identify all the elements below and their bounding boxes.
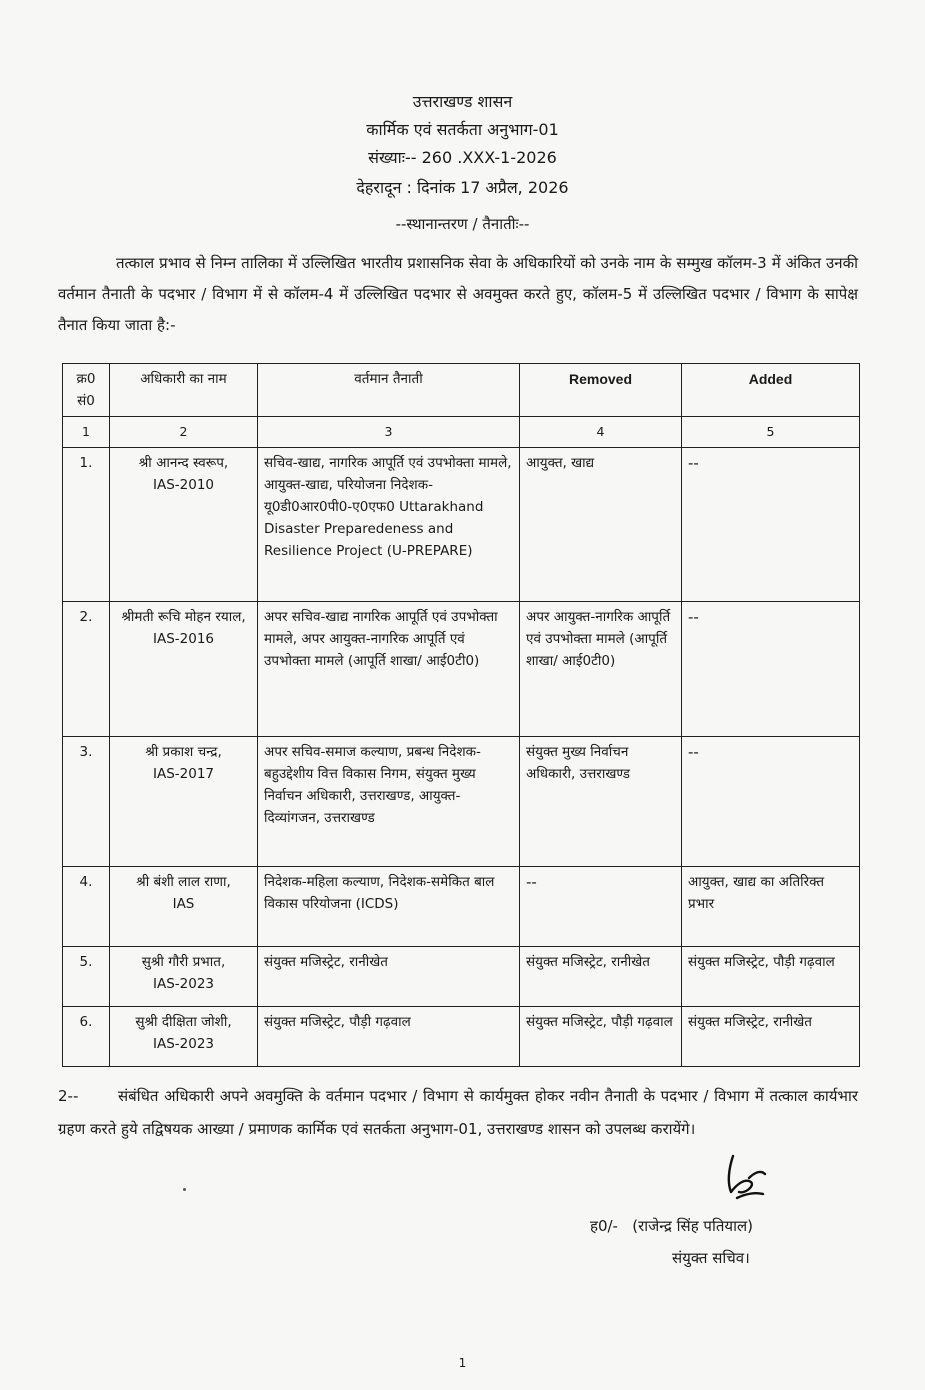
col-header-added: Added	[682, 364, 860, 417]
removed-posting: संयुक्त मजिस्ट्रेट, रानीखेत	[520, 947, 682, 1007]
signature-name-line	[590, 1216, 753, 1236]
col-header-name: अधिकारी का नाम	[110, 364, 258, 417]
current-posting: संयुक्त मजिस्ट्रेट, पौड़ी गढ़वाल	[258, 1007, 520, 1067]
officer-batch: IAS-2023	[152, 1036, 214, 1052]
row-sno: 6.	[63, 1007, 110, 1067]
added-posting: --	[682, 602, 860, 737]
row-sno: 4.	[63, 867, 110, 947]
officer-name: श्री प्रकाश चन्द्र,	[145, 744, 222, 760]
table-row	[63, 947, 860, 1007]
added-posting: --	[682, 737, 860, 867]
removed-posting: --	[520, 867, 682, 947]
officer-cell	[110, 867, 258, 947]
current-posting: अपर सचिव-खाद्य नागरिक आपूर्ति एवं उपभोक्ता मामले, अपर आयुक्त-नागरिक आपूर्ति एवं उपभोक्ता मामले (आपूर्ति शाखा/ आई0टी0)	[258, 602, 520, 737]
signatory-name: (राजेन्द्र सिंह पतियाल)	[632, 1217, 753, 1235]
officer-name: श्री बंशी लाल राणा,	[136, 874, 231, 890]
subject-line: --स्थानान्तरण / तैनातीः--	[395, 215, 530, 233]
col-header-current: वर्तमान तैनाती	[258, 364, 520, 417]
col-number: 1	[63, 417, 110, 448]
officer-cell	[110, 737, 258, 867]
added-posting: --	[682, 448, 860, 602]
officer-batch: IAS-2016	[152, 631, 214, 647]
officer-name: श्री आनन्द स्वरूप,	[138, 455, 229, 471]
row-sno: 1.	[63, 448, 110, 602]
current-posting: संयुक्त मजिस्ट्रेट, रानीखेत	[258, 947, 520, 1007]
col-number: 2	[110, 417, 258, 448]
scan-speck	[183, 1188, 186, 1191]
table-row	[63, 867, 860, 947]
officer-name: सुश्री गौरी प्रभात,	[141, 954, 226, 970]
intro-paragraph: तत्काल प्रभाव से निम्न तालिका में उल्लिखित भारतीय प्रशासनिक सेवा के अधिकारियों को उनके नाम के सम्मुख कॉलम-3 में अंकित उनकी वर्तमान तैनाती के पदभार / विभाग में से कॉलम-4 में उल्लिखित पदभार से अवमुक्त करते हुए, कॉलम-5 में उल्लिखित पदभार / विभाग के सापेक्ष तैनात किया जाता है:-	[58, 254, 858, 334]
col-number: 4	[520, 417, 682, 448]
current-posting: अपर सचिव-समाज कल्याण, प्रबन्ध निदेशक- बहुउद्देशीय वित्त विकास निगम, संयुक्त मुख्य निर्वाचन अधिकारी, उत्तराखण्ड, आयुक्त-दिव्यांगजन, उत्तराखण्ड	[258, 737, 520, 867]
paragraph-2	[58, 1080, 858, 1146]
row-sno: 2.	[63, 602, 110, 737]
row-sno: 3.	[63, 737, 110, 867]
page-number: 1	[458, 1356, 467, 1370]
table-header-row	[63, 364, 860, 417]
officer-cell	[110, 1007, 258, 1067]
handwritten-signature	[715, 1148, 775, 1208]
col-number: 5	[682, 417, 860, 448]
officer-batch: IAS	[172, 896, 195, 912]
transfer-table	[62, 363, 860, 1067]
table-row	[63, 737, 860, 867]
officer-cell	[110, 947, 258, 1007]
officer-cell	[110, 602, 258, 737]
signature-initials: ह0/-	[590, 1217, 618, 1235]
paragraph-number: 2--	[58, 1087, 79, 1105]
officer-batch: IAS-2023	[152, 976, 214, 992]
col-header-removed: Removed	[520, 364, 682, 417]
officer-batch: IAS-2010	[152, 477, 214, 493]
place-date: देहरादून : दिनांक 17 अप्रैल, 2026	[356, 178, 569, 197]
added-posting: आयुक्त, खाद्य का अतिरिक्त प्रभार	[682, 867, 860, 947]
removed-posting: संयुक्त मुख्य निर्वाचन अधिकारी, उत्तराखण्ड	[520, 737, 682, 867]
table-row	[63, 1007, 860, 1067]
current-posting: सचिव-खाद्य, नागरिक आपूर्ति एवं उपभोक्ता मामले, आयुक्त-खाद्य, परियोजना निदेशक-यू0डी0आर0पी0-ए0एफ0 Uttarakhand Disaster Preparedeness and Resilience Project (U-PREPARE)	[258, 448, 520, 602]
govt-name: उत्तराखण्ड शासन	[412, 92, 513, 111]
officer-name: श्रीमती रूचि मोहन रयाल,	[121, 609, 246, 625]
removed-posting: आयुक्त, खाद्य	[520, 448, 682, 602]
department-name: कार्मिक एवं सतर्कता अनुभाग-01	[366, 120, 559, 139]
officer-cell	[110, 448, 258, 602]
table-row	[63, 448, 860, 602]
table-row	[63, 602, 860, 737]
paragraph-text: संबंधित अधिकारी अपने अवमुक्ति के वर्तमान पदभार / विभाग से कार्यमुक्त होकर नवीन तैनाती के पदभार / विभाग में तत्काल कार्यभार ग्रहण करते हुये तद्विषयक आख्या / प्रमाणक कार्मिक एवं सतर्कता अनुभाग-01, उत्तराखण्ड शासन को उपलब्ध करायेंगे।	[58, 1087, 858, 1138]
removed-posting: संयुक्त मजिस्ट्रेट, पौड़ी गढ़वाल	[520, 1007, 682, 1067]
col-header-sno: क्र0 सं0	[63, 364, 110, 417]
column-number-row	[63, 417, 860, 448]
added-posting: संयुक्त मजिस्ट्रेट, रानीखेत	[682, 1007, 860, 1067]
reference-number: संख्याः-- 260 .XXX-1-2026	[368, 148, 557, 167]
removed-posting: अपर आयुक्त-नागरिक आपूर्ति एवं उपभोक्ता मामले (आपूर्ति शाखा/ आई0टी0)	[520, 602, 682, 737]
officer-batch: IAS-2017	[152, 766, 214, 782]
signatory-designation: संयुक्त सचिव।	[672, 1249, 750, 1267]
col-number: 3	[258, 417, 520, 448]
officer-name: सुश्री दीक्षिता जोशी,	[135, 1014, 232, 1030]
current-posting: निदेशक-महिला कल्याण, निदेशक-समेकित बाल विकास परियोजना (ICDS)	[258, 867, 520, 947]
added-posting: संयुक्त मजिस्ट्रेट, पौड़ी गढ़वाल	[682, 947, 860, 1007]
row-sno: 5.	[63, 947, 110, 1007]
